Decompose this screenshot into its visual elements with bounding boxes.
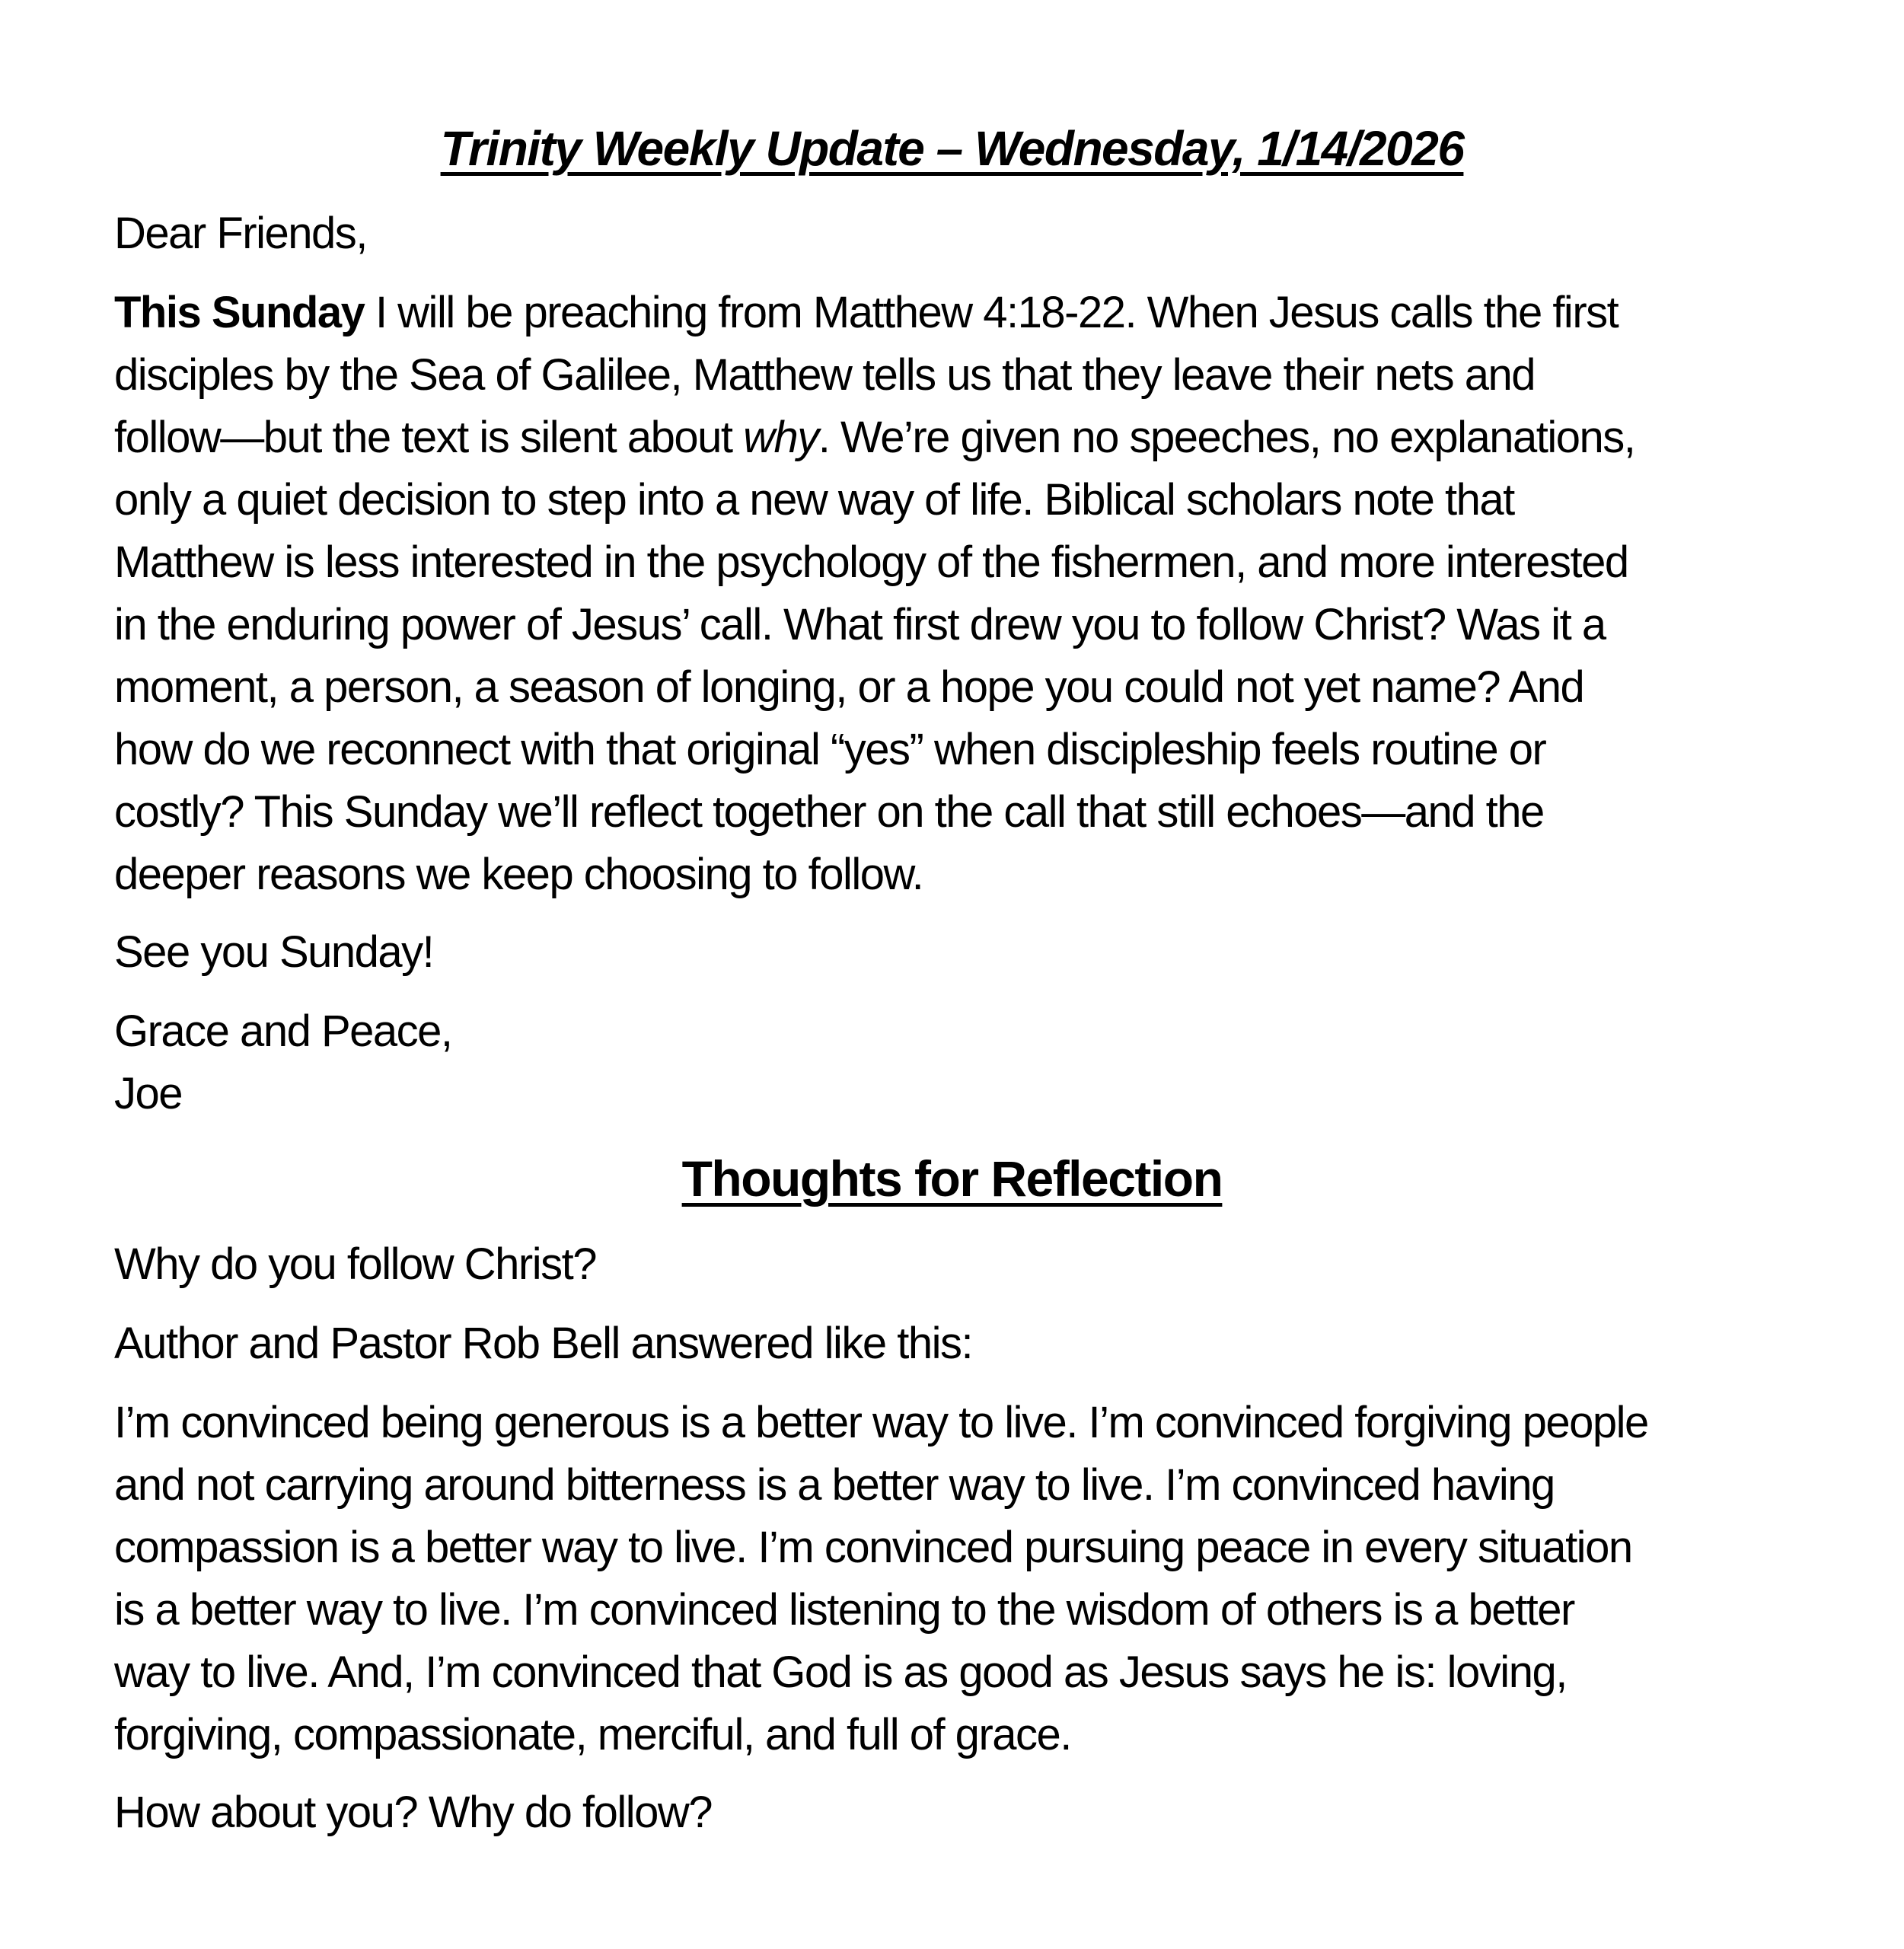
sermon-line-4: only a quiet decision to step into a new way of life. Biblical scholars note that xyxy=(114,475,1514,525)
salutation: Dear Friends, xyxy=(114,209,367,258)
reflection-heading-text: Thoughts for Reflection xyxy=(681,1150,1223,1207)
see-you-line: See you Sunday! xyxy=(114,927,434,977)
document-title-text: Trinity Weekly Update – Wednesday, 1/14/2026 xyxy=(440,121,1464,176)
quote-line-4: is a better way to live. I’m convinced listening to the wisdom of others is a better xyxy=(114,1585,1574,1635)
sermon-line-6: in the enduring power of Jesus’ call. What first drew you to follow Christ? Was it a xyxy=(114,600,1606,649)
sermon-line-10: deeper reasons we keep choosing to follow. xyxy=(114,850,923,899)
reflection-heading xyxy=(114,1142,1790,1215)
quote-line-5: way to live. And, I’m convinced that God is as good as Jesus says he is: loving, xyxy=(114,1648,1567,1697)
sermon-line-2: disciples by the Sea of Galilee, Matthew tells us that they leave their nets and xyxy=(114,350,1535,400)
sermon-bold-lead: This Sunday xyxy=(114,288,365,337)
sermon-line-5: Matthew is less interested in the psychology of the fishermen, and more interested xyxy=(114,537,1628,587)
quote-paragraph xyxy=(114,1392,1790,1766)
sermon-line-1 xyxy=(114,282,1790,344)
sermon-line-3-italic: why xyxy=(743,413,818,462)
reflection-attribution: Author and Pastor Rob Bell answered like this: xyxy=(114,1319,973,1368)
closing-question: How about you? Why do follow? xyxy=(114,1788,713,1837)
sermon-line-8: how do we reconnect with that original “yes” when discipleship feels routine or xyxy=(114,725,1546,774)
quote-line-6: forgiving, compassionate, merciful, and full of grace. xyxy=(114,1710,1071,1759)
quote-line-2: and not carrying around bitterness is a better way to live. I’m convinced having xyxy=(114,1460,1555,1510)
sermon-paragraph xyxy=(114,282,1790,906)
signoff-block xyxy=(114,1000,1790,1125)
quote-line-1: I’m convinced being generous is a better way to live. I’m convinced forgiving people xyxy=(114,1398,1648,1447)
document-title xyxy=(114,114,1790,183)
sermon-line-3 xyxy=(114,407,1790,469)
sermon-line-1-rest: I will be preaching from Matthew 4:18-22. When Jesus calls the first xyxy=(364,288,1619,337)
sermon-line-7: moment, a person, a season of longing, or a hope you could not yet name? And xyxy=(114,662,1584,712)
sermon-line-3-pre: follow—but the text is silent about xyxy=(114,413,744,462)
sermon-line-9: costly? This Sunday we’ll reflect together on the call that still echoes—and the xyxy=(114,787,1544,837)
quote-line-3: compassion is a better way to live. I’m convinced pursuing peace in every situation xyxy=(114,1523,1632,1572)
signoff-line-2: Joe xyxy=(114,1069,183,1118)
reflection-question: Why do you follow Christ? xyxy=(114,1239,596,1289)
signoff-line-1: Grace and Peace, xyxy=(114,1006,452,1056)
sermon-line-3-post: . We’re given no speeches, no explanations, xyxy=(818,413,1635,462)
